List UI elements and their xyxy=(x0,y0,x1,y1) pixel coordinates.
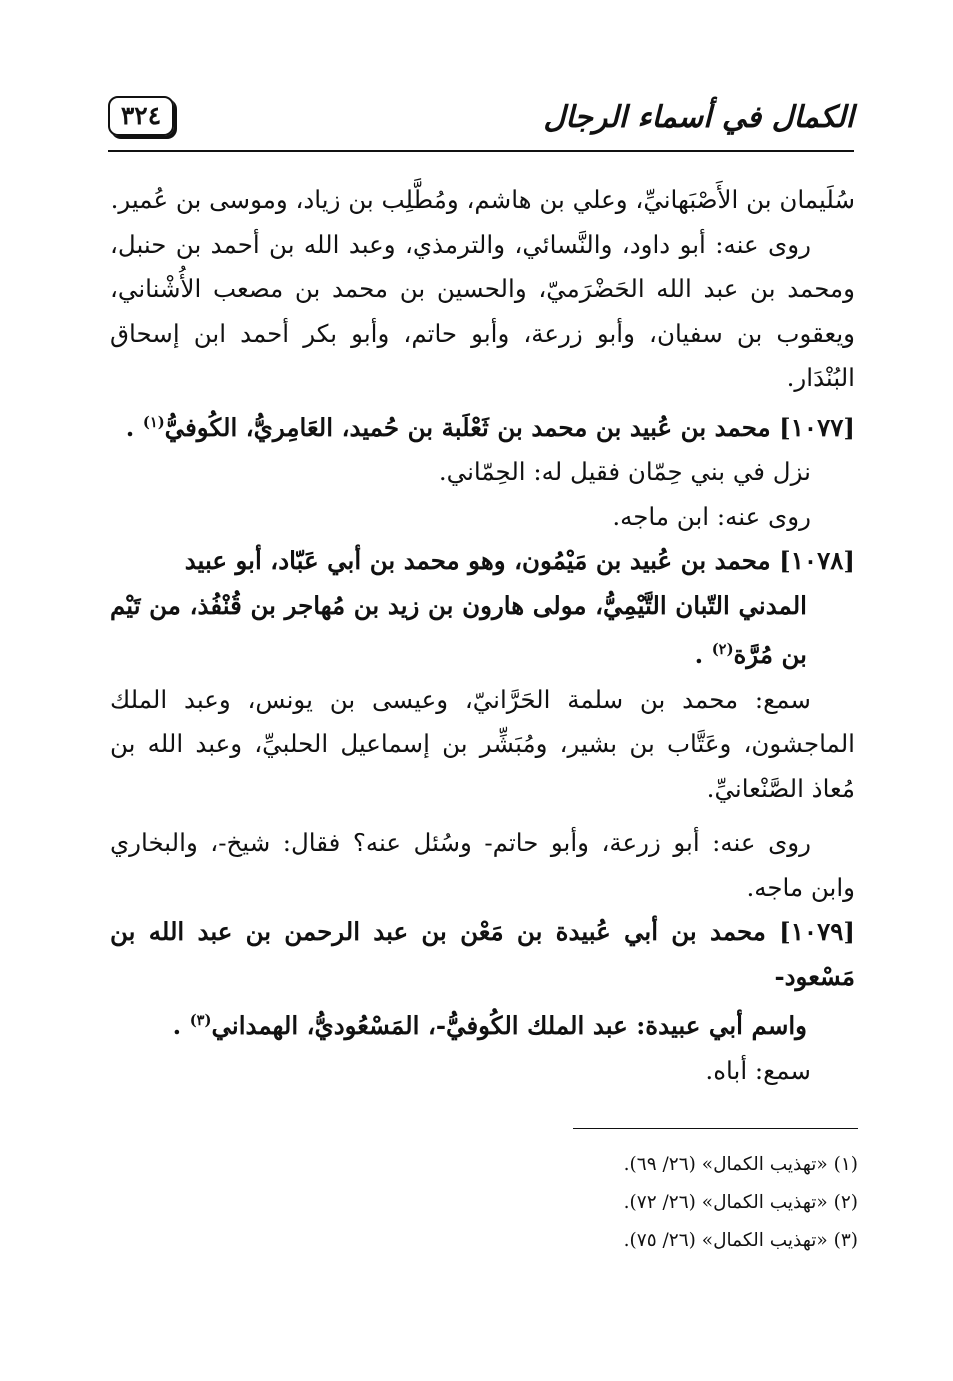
entry-1078: [١٠٧٨] محمد بن عُبيد بن مَيْمُون، وهو محمد بن أبي عَبّاد، أبو عبيد xyxy=(184,546,855,576)
footnote-ref: (٢) xyxy=(711,641,734,659)
entry-1079-cont xyxy=(110,999,855,1049)
entry-heading-cont: واسم أبي عبيدة: عبد الملك الكُوفيُّ-، المَسْعُوديُّ، الهمداني xyxy=(211,1011,807,1041)
footnote-rule xyxy=(573,1128,858,1129)
text-line: روى عنه: ابن ماجه. xyxy=(612,501,811,531)
text-line: سمع: أباه. xyxy=(705,1055,811,1085)
text-line: سُلَيمان بن الأَصْبَهانيِّ، وعلي بن هاشم، ومُطَّلِب بن زياد، وموسى بن عُمير. xyxy=(110,185,855,214)
header-rule xyxy=(108,150,854,152)
entry-end: . xyxy=(694,640,704,670)
entry-1077 xyxy=(110,401,855,451)
text-line: نزل في بني حِمّان فقيل له: الحِمّاني. xyxy=(438,457,811,487)
paragraph: روى عنه: أبو داود، والنَّسائي، والترمذي، وعبد الله بن أحمد بن حنبل، ومحمد بن عبد الله الحَضْرَميّ، والحسين بن محمد بن مصعب الأُشْناني، ويعقوب بن سفيان، وأبو زرعة، وأبو حاتم، وأبو بكر أحمد ابن إسحاق البُنْدَار. xyxy=(110,229,855,392)
entry-end: . xyxy=(172,1011,182,1041)
page-number: ٣٢٤ xyxy=(108,96,174,136)
running-title: الكمال في أسماء الرجال xyxy=(543,100,854,135)
footnote: (٢) «تهذيب الكمال» (٢٦/ ٧٢). xyxy=(623,1192,858,1213)
entry-1078-cont xyxy=(110,584,855,678)
footnote: (١) «تهذيب الكمال» (٢٦/ ٦٩). xyxy=(623,1154,858,1175)
entry-heading-cont: المدني التّبان التَّيْمِيُّ، مولى هارون بن زيد بن مُهاجر بن قُنْفُذ، من تَيْم بن مُرَّة xyxy=(110,590,807,670)
paragraph: سمع: محمد بن سلمة الحَرَّانيّ، وعيسى بن يونس، وعبد الملك الماجشون، وعَتَّاب بن بشير، ومُبَشِّر بن إسماعيل الحلبيِّ، وعبد الله بن مُعاذ الصَّنْعانيِّ. xyxy=(110,684,855,803)
entry-end: . xyxy=(125,412,135,442)
footnote: (٣) «تهذيب الكمال» (٢٦/ ٧٥). xyxy=(623,1230,858,1251)
main-text xyxy=(110,178,855,1093)
page-header xyxy=(108,92,854,152)
entry-heading: [١٠٧٧] محمد بن عُبيد بن محمد بن ثَعْلَبة بن حُميد، العَامِريُّ، الكُوفيُّ xyxy=(164,412,855,442)
footnote-ref: (٣) xyxy=(189,1012,212,1030)
entry-1079: [١٠٧٩] محمد بن أبي عُبيدة بن مَعْن بن عبد الرحمن بن عبد الله بن مَسْعود- xyxy=(110,917,855,991)
footnote-ref: (١) xyxy=(142,413,165,431)
footnotes xyxy=(528,1146,858,1260)
paragraph: روى عنه: أبو زرعة، وأبو حاتم- وسُئل عنه؟ فقال: شيخ-، والبخاري وابن ماجه. xyxy=(110,828,855,902)
spacer xyxy=(110,811,855,821)
